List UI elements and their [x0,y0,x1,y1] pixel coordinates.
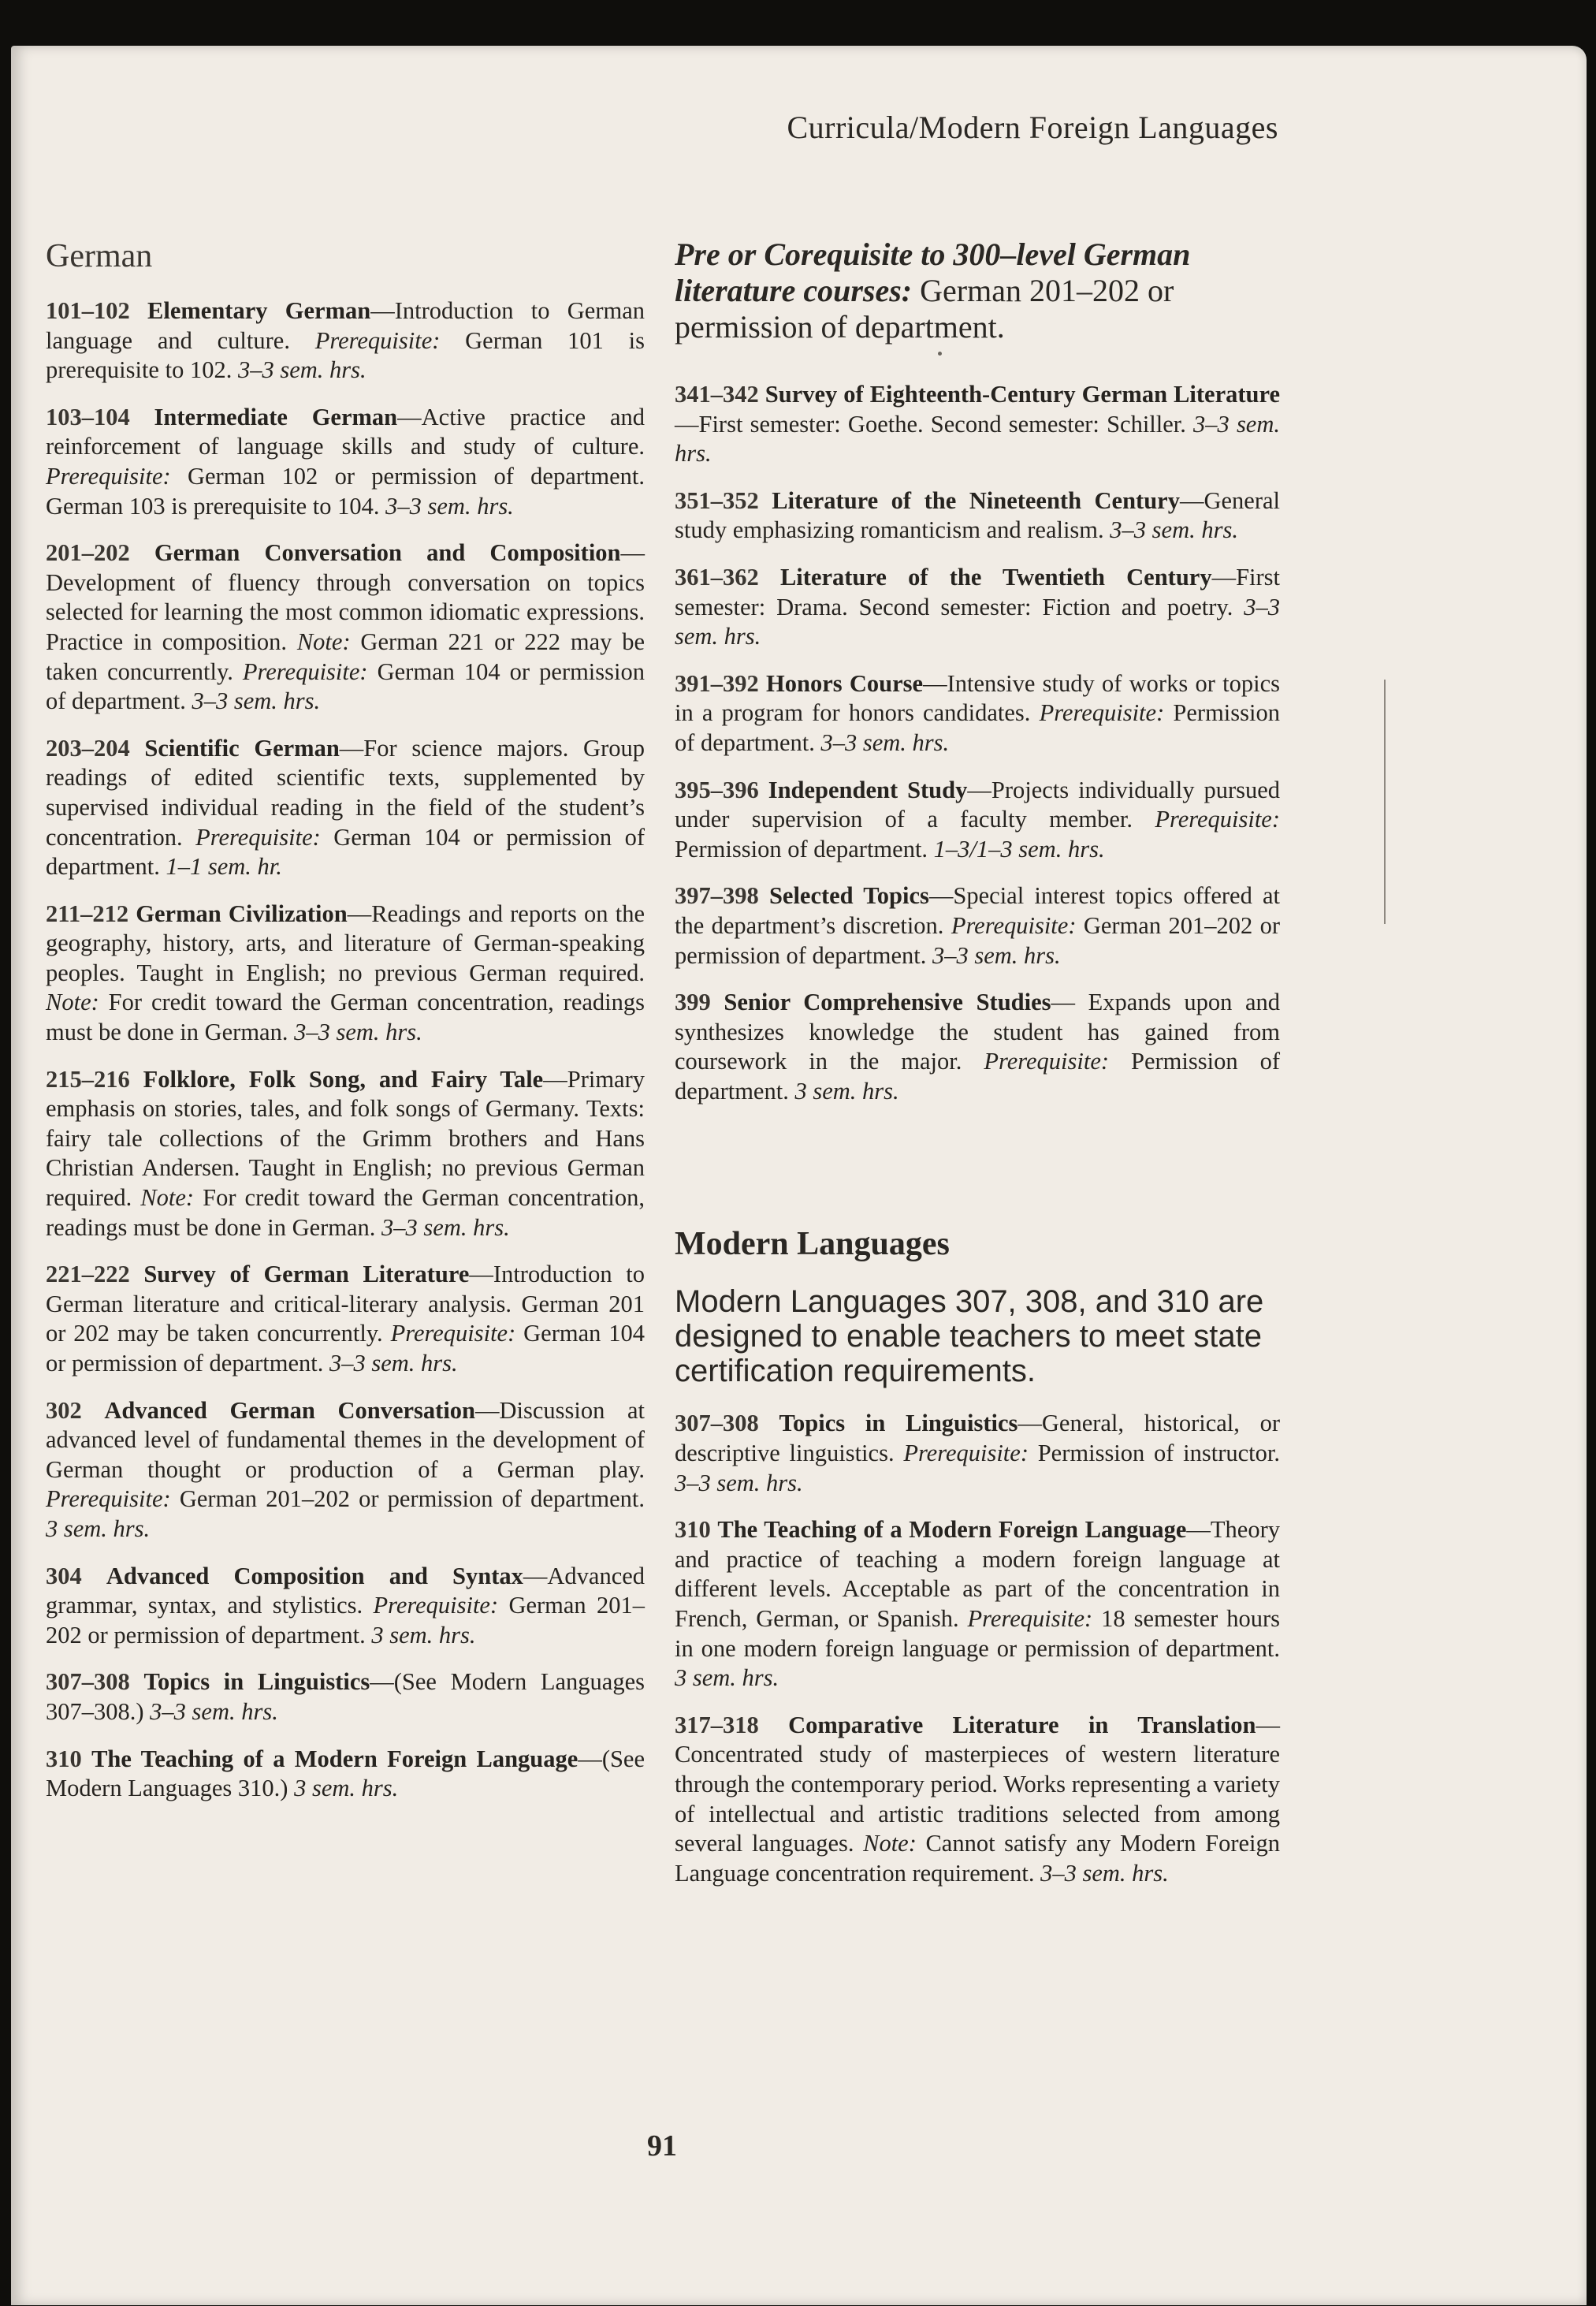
course-description: —First semester: Goethe. Second semester: Schiller. [675,410,1194,438]
course-label-italic: Prerequisite: [903,1440,1029,1467]
course-label-italic: Prerequisite: [195,823,321,851]
stray-dot [938,352,942,356]
course-number: 310 [675,1516,711,1544]
course-label-italic: Prerequisite: [314,326,441,354]
margin-rule [1384,680,1386,924]
course-title: Intermediate German [154,403,398,430]
course-description: German 221 or 222 may be taken concurrently. [46,628,645,685]
course-description: German 104 or permission of department. [46,1320,645,1377]
course-entry [675,486,1280,546]
course-description: —(See Modern Languages 307–308.) [46,1668,645,1725]
course-number: 361–362 [675,563,759,590]
course-number: 310 [46,1745,82,1772]
course-title: The Teaching of a Modern Foreign Language [91,1745,579,1772]
course-description: —Discussion at advanced level of fundamental themes in the development of German thought or production of a German play. [46,1396,645,1483]
course-title: Topics in Linguistics [143,1668,370,1696]
section-title-german: German [46,238,153,274]
course-label-italic: 3–3 sem. hrs. [675,410,1280,468]
course-number: 307–308 [46,1668,130,1696]
section-title-modern-languages: Modern Languages [675,1226,950,1263]
course-label-italic: Prerequisite: [1155,806,1280,833]
course-number: 341–342 [675,381,759,408]
course-entry [46,734,645,882]
course-entry [46,1745,645,1804]
course-label-italic: Prerequisite: [242,658,368,685]
course-label-italic: Prerequisite: [1039,699,1165,727]
left-column [46,237,645,1821]
course-number: 307–308 [675,1410,759,1437]
course-description: 18 semester hours in one modern foreign language or permission of department. [675,1605,1280,1662]
course-label-italic: 3–3 sem. hrs. [294,1019,422,1046]
course-label-italic: 3–3 sem. hrs. [1040,1859,1169,1887]
right-column [675,237,1280,1906]
course-label-italic: Prerequisite: [951,911,1077,939]
page-number: 91 [647,2129,677,2163]
course-title: Independent Study [768,776,968,803]
course-label-italic: 3–3 sem. hrs. [385,492,514,520]
course-label-italic: Prerequisite: [373,1592,499,1619]
course-description: —Primary emphasis on stories, tales, and folk songs of Germany. Texts: fairy tale collections of the Grimm brothers and Hans Christian Andersen. Taught in English; no previous German required. [46,1065,645,1212]
course-label-italic: Prerequisite: [984,1048,1110,1075]
course-title: Survey of German Literature [143,1261,470,1288]
course-label-italic: 3 sem. hrs. [794,1077,899,1105]
course-description: —Special interest topics offered at the department’s discretion. [675,882,1281,939]
course-number: 211–212 [46,900,129,927]
course-label-italic: 3–3 sem. hrs. [675,1469,803,1496]
course-entry [46,1667,645,1727]
course-title: Senior Comprehensive Studies [724,989,1051,1016]
course-description: German 104 or permission of department. [46,823,645,881]
course-title: Selected Topics [768,882,929,910]
course-description: —For science majors. Group readings of edited scientific texts, supplemented by supervised individual reading in the field of the student’s concentration. [46,734,645,851]
course-entry [46,1260,645,1378]
course-entry [46,900,645,1048]
course-description: —Introduction to German language and culture. [46,297,645,354]
course-number: 304 [46,1562,82,1589]
course-description: —(See Modern Languages 310.) [46,1745,645,1802]
course-description: Permission of department. [675,835,934,862]
course-label-italic: 3–3 sem. hrs. [675,593,1280,650]
course-number: 399 [675,989,711,1016]
course-number: 302 [46,1396,82,1424]
course-entry [675,881,1280,970]
course-number: 397–398 [675,882,759,910]
course-label-italic: 3–3 sem. hrs. [932,941,1061,969]
course-title: Folklore, Folk Song, and Fairy Tale [143,1065,544,1093]
course-title: Comparative Literature in Translation [788,1711,1256,1738]
course-number: 391–392 [675,669,759,697]
german-course-list [46,296,645,1804]
course-description: German 201–202 or permission of department. [170,1485,645,1513]
course-label-italic: 3–3 sem. hrs. [820,728,950,756]
course-entry [675,563,1280,652]
modern-languages-course-list [675,1409,1280,1888]
course-number: 203–204 [46,734,130,762]
course-description: —General, historical, or descriptive linguistics. [675,1410,1281,1467]
course-description: —Concentrated study of masterpieces of western literature through the contemporary period. Works representing a variety of intellectual and artistic traditions selected from among several languages. [675,1711,1280,1857]
course-entry [46,403,645,521]
course-label-italic: 1–3/1–3 sem. hrs. [933,835,1105,862]
course-title: Scientific German [144,734,340,762]
running-head: Curricula/Modern Foreign Languages [787,110,1278,145]
course-number: 351–352 [675,486,759,514]
course-description: Cannot satisfy any Modern Foreign Language concentration requirement. [675,1830,1280,1887]
course-description: —Active practice and reinforcement of language skills and study of culture. [46,403,645,460]
course-title: Advanced Composition and Syntax [106,1562,523,1589]
german-advanced-course-list [675,380,1280,1106]
german-literature-prerequisite [675,237,1280,345]
course-description: —Intensive study of works or topics in a program for honors candidates. [675,669,1280,727]
course-entry [675,1711,1280,1889]
course-number: 201–202 [46,539,130,567]
course-description: Permission of department. [675,699,1280,756]
course-description: —Advanced grammar, syntax, and stylistics. [46,1562,645,1619]
course-title: Honors Course [766,669,924,697]
course-entry [675,669,1280,758]
course-label-italic: 3–3 sem. hrs. [1110,516,1238,544]
prerequisite-text: German 201–202 or permission of department. [675,273,1174,345]
course-description: —Introduction to German literature and critical-literary analysis. German 201 or 202 may be taken concurrently. [46,1261,645,1347]
course-description: German 201–202 or permission of department. [675,911,1280,969]
course-number: 215–216 [46,1065,130,1093]
course-title: Survey of Eighteenth-Century German Literature [765,381,1281,408]
course-label-italic: 3–3 sem. hrs. [381,1213,510,1241]
course-description: Permission of instructor. [1028,1440,1280,1467]
course-number: 221–222 [46,1261,130,1288]
course-number: 395–396 [675,776,759,803]
course-entry [675,776,1280,865]
course-entry [46,296,645,386]
course-description: German 101 is prerequisite to 102. [46,326,645,384]
course-title: German Civilization [136,900,348,927]
course-label-italic: Prerequisite: [967,1605,1093,1633]
course-label-italic: 3 sem. hrs. [46,1514,151,1542]
course-title: Elementary German [147,297,371,324]
course-label-italic: 3–3 sem. hrs. [237,356,366,384]
course-entry [675,380,1280,469]
modern-languages-intro: Modern Languages 307, 308, and 310 are designed to enable teachers to meet state certification requirements. [675,1284,1264,1389]
course-label-italic: Prerequisite: [390,1320,516,1347]
course-label-italic: Note: [140,1184,195,1212]
course-label-italic: 3 sem. hrs. [371,1621,476,1648]
course-label-italic: Note: [296,628,351,655]
course-label-italic: 3 sem. hrs. [294,1775,399,1802]
course-label-italic: 3–3 sem. hrs. [150,1697,278,1725]
course-entry [675,1409,1280,1498]
course-description: For credit toward the German concentration, readings must be done in German. [46,989,645,1046]
course-description: German 104 or permission of department. [46,658,645,715]
course-entry [46,1065,645,1243]
course-description: —General study emphasizing romanticism and realism. [675,486,1280,544]
course-label-italic: Note: [863,1830,917,1857]
course-description: — Expands upon and synthesizes knowledge the student has gained from coursework in the major. [675,989,1281,1075]
course-entry [46,1562,645,1651]
course-title: Topics in Linguistics [779,1410,1018,1437]
course-number: 317–318 [675,1711,759,1738]
course-description: Permission of department. [675,1048,1280,1105]
course-entry [675,1515,1280,1693]
course-description: —Development of fluency through conversation on topics selected for learning the most common idiomatic expressions. Practice in composition. [46,539,645,655]
course-label-italic: 3–3 sem. hrs. [192,687,321,715]
course-label-italic: 1–1 sem. hr. [166,853,282,881]
course-title: Literature of the Twentieth Century [779,563,1212,590]
course-number: 103–104 [46,403,130,430]
course-title: Literature of the Nineteenth Century [772,486,1180,514]
course-title: German Conversation and Composition [154,539,621,567]
course-entry [46,1396,645,1544]
course-title: The Teaching of a Modern Foreign Language [717,1516,1187,1544]
course-description: —Projects individually pursued under supervision of a faculty member. [675,776,1281,833]
course-label-italic: 3 sem. hrs. [675,1664,779,1692]
course-entry [46,538,645,717]
course-description: —First semester: Drama. Second semester: Fiction and poetry. [675,563,1281,620]
course-description: German 201–202 or permission of department. [46,1592,645,1648]
course-description: For credit toward the German concentration, readings must be done in German. [46,1184,645,1241]
prerequisite-label: Pre or Corequisite to 300–level German literature courses: [675,237,1191,308]
course-label-italic: Prerequisite: [46,1485,171,1513]
course-title: Advanced German Conversation [104,1396,476,1424]
course-entry [675,988,1280,1106]
course-label-italic: Note: [46,989,99,1016]
course-label-italic: 3–3 sem. hrs. [329,1350,458,1377]
course-number: 101–102 [46,297,130,324]
course-description: —Theory and practice of teaching a modern foreign language at different levels. Acceptable as part of the concentration in French, German, or Spanish. [675,1516,1280,1633]
course-description: German 102 or permission of department. German 103 is prerequisite to 104. [46,462,645,520]
course-description: —Readings and reports on the geography, history, arts, and literature of German-speaking peoples. Taught in English; no previous German required. [46,900,645,986]
course-label-italic: Prerequisite: [46,462,171,490]
